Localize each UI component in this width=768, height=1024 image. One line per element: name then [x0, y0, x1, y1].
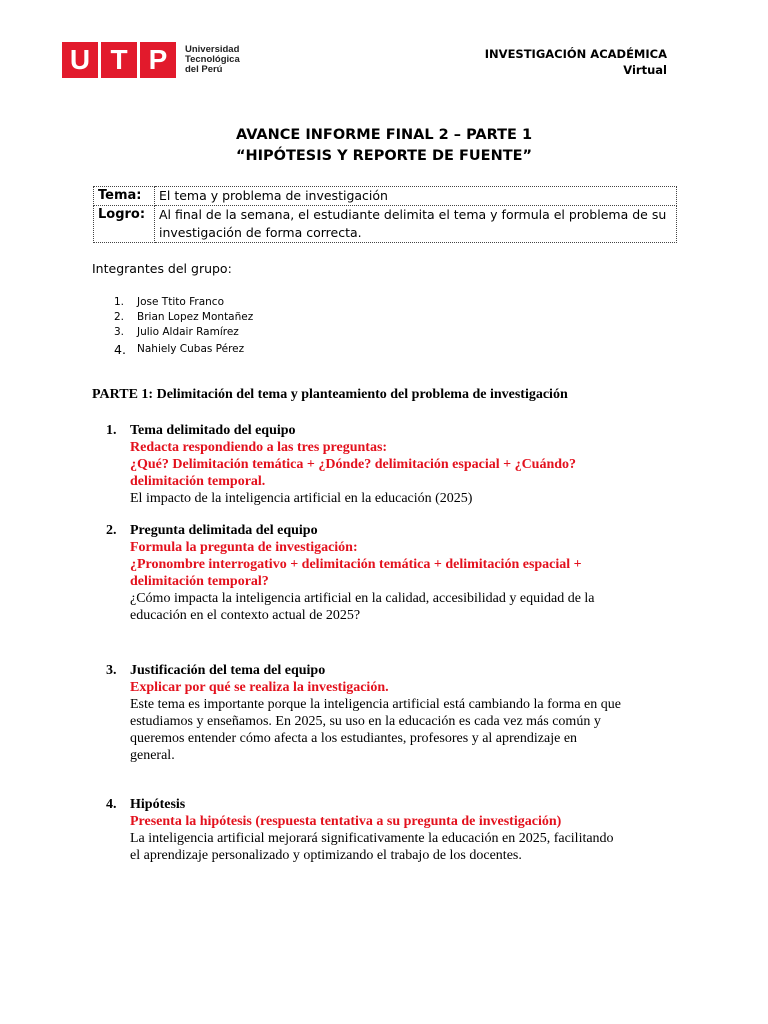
member-name: Jose Ttito Franco	[137, 296, 224, 308]
document-title	[0, 125, 768, 167]
instruction-line: delimitación temporal?	[130, 574, 269, 589]
members-list	[114, 295, 253, 357]
list-item	[114, 295, 253, 310]
section-body	[130, 539, 686, 624]
instruction-line: ¿Pronombre interrogativo + delimitación temática + delimitación espacial +	[130, 557, 582, 572]
section-number: 4.	[106, 797, 117, 812]
instruction-line: ¿Qué? Delimitación temática + ¿Dónde? delimitación espacial + ¿Cuándo?	[130, 457, 577, 472]
answer-line: La inteligencia artificial mejorará significativamente la educación en 2025, facilitando	[130, 831, 614, 846]
members-label: Integrantes del grupo:	[92, 261, 232, 276]
tema-row	[94, 187, 677, 206]
answer-line: El impacto de la inteligencia artificial en la educación (2025)	[130, 491, 473, 506]
member-number: 4.	[114, 342, 126, 357]
course-mode: Virtual	[623, 63, 667, 77]
logo-text-line-1: Universidad	[185, 44, 240, 55]
section-body	[130, 679, 686, 764]
instruction-line: Formula la pregunta de investigación:	[130, 540, 358, 555]
answer-line: ¿Cómo impacta la inteligencia artificial en la calidad, accesibilidad y equidad de la	[130, 591, 595, 606]
section-title: Pregunta delimitada del equipo	[130, 523, 318, 538]
part1-title: PARTE 1: Delimitación del tema y planteamiento del problema de investigación	[92, 387, 568, 402]
header-right	[485, 46, 667, 78]
member-name: Julio Aldair Ramírez	[137, 326, 239, 338]
instruction-line: Explicar por qué se realiza la investigación.	[130, 680, 389, 695]
title-line-2: “HIPÓTESIS Y REPORTE DE FUENTE”	[235, 148, 533, 164]
instruction-line: Presenta la hipótesis (respuesta tentativa a su pregunta de investigación)	[130, 814, 562, 829]
section-heading	[106, 522, 686, 539]
answer-line: Este tema es importante porque la inteligencia artificial está cambiando la forma en que	[130, 697, 621, 712]
utp-logo	[62, 42, 240, 78]
logo-text-line-2: Tecnológica	[185, 54, 240, 65]
list-item	[114, 310, 253, 325]
section-number: 3.	[106, 663, 117, 678]
member-name: Nahiely Cubas Pérez	[137, 343, 245, 355]
instruction-line: delimitación temporal.	[130, 474, 266, 489]
member-number: 2.	[114, 311, 125, 323]
logo-text	[185, 45, 240, 75]
logro-line-2: investigación de forma correcta.	[159, 225, 362, 240]
instruction-line: Redacta respondiendo a las tres preguntas:	[130, 440, 388, 455]
section-title: Tema delimitado del equipo	[130, 423, 296, 438]
answer-line: general.	[130, 748, 175, 763]
logro-line-1: Al final de la semana, el estudiante delimita el tema y formula el problema de su	[159, 207, 667, 222]
logro-label: Logro:	[94, 206, 155, 243]
logo-letter-t: T	[101, 42, 137, 78]
answer-line: educación en el contexto actual de 2025?	[130, 608, 361, 623]
member-number: 3.	[114, 326, 125, 338]
section-body	[130, 439, 686, 507]
section-3	[106, 662, 686, 764]
section-number: 1.	[106, 423, 117, 438]
section-1	[106, 422, 686, 507]
section-heading	[106, 662, 686, 679]
member-number: 1.	[114, 296, 125, 308]
tema-value: El tema y problema de investigación	[155, 187, 677, 206]
section-title: Hipótesis	[130, 797, 186, 812]
info-table	[93, 186, 677, 243]
member-name: Brian Lopez Montañez	[137, 311, 254, 323]
title-line-1: AVANCE INFORME FINAL 2 – PARTE 1	[235, 127, 533, 143]
section-4	[106, 796, 686, 864]
list-item	[114, 342, 253, 357]
logo-letter-p: P	[140, 42, 176, 78]
logro-value	[155, 206, 677, 243]
answer-line: queremos entender cómo afecta a los estudiantes, profesores y al aprendizaje en	[130, 731, 578, 746]
course-name: INVESTIGACIÓN ACADÉMICA	[484, 47, 667, 61]
logo-text-line-3: del Perú	[185, 64, 223, 75]
answer-line: el aprendizaje personalizado y optimizando el trabajo de los docentes.	[130, 848, 522, 863]
section-heading	[106, 796, 686, 813]
section-body	[130, 813, 686, 864]
section-title: Justificación del tema del equipo	[130, 663, 326, 678]
tema-label: Tema:	[94, 187, 155, 206]
section-number: 2.	[106, 523, 117, 538]
logro-row	[94, 206, 677, 243]
answer-line: estudiamos y enseñamos. En 2025, su uso en la educación es cada vez más común y	[130, 714, 601, 729]
section-heading	[106, 422, 686, 439]
logo-letter-u: U	[62, 42, 98, 78]
list-item	[114, 325, 253, 340]
section-2	[106, 522, 686, 624]
